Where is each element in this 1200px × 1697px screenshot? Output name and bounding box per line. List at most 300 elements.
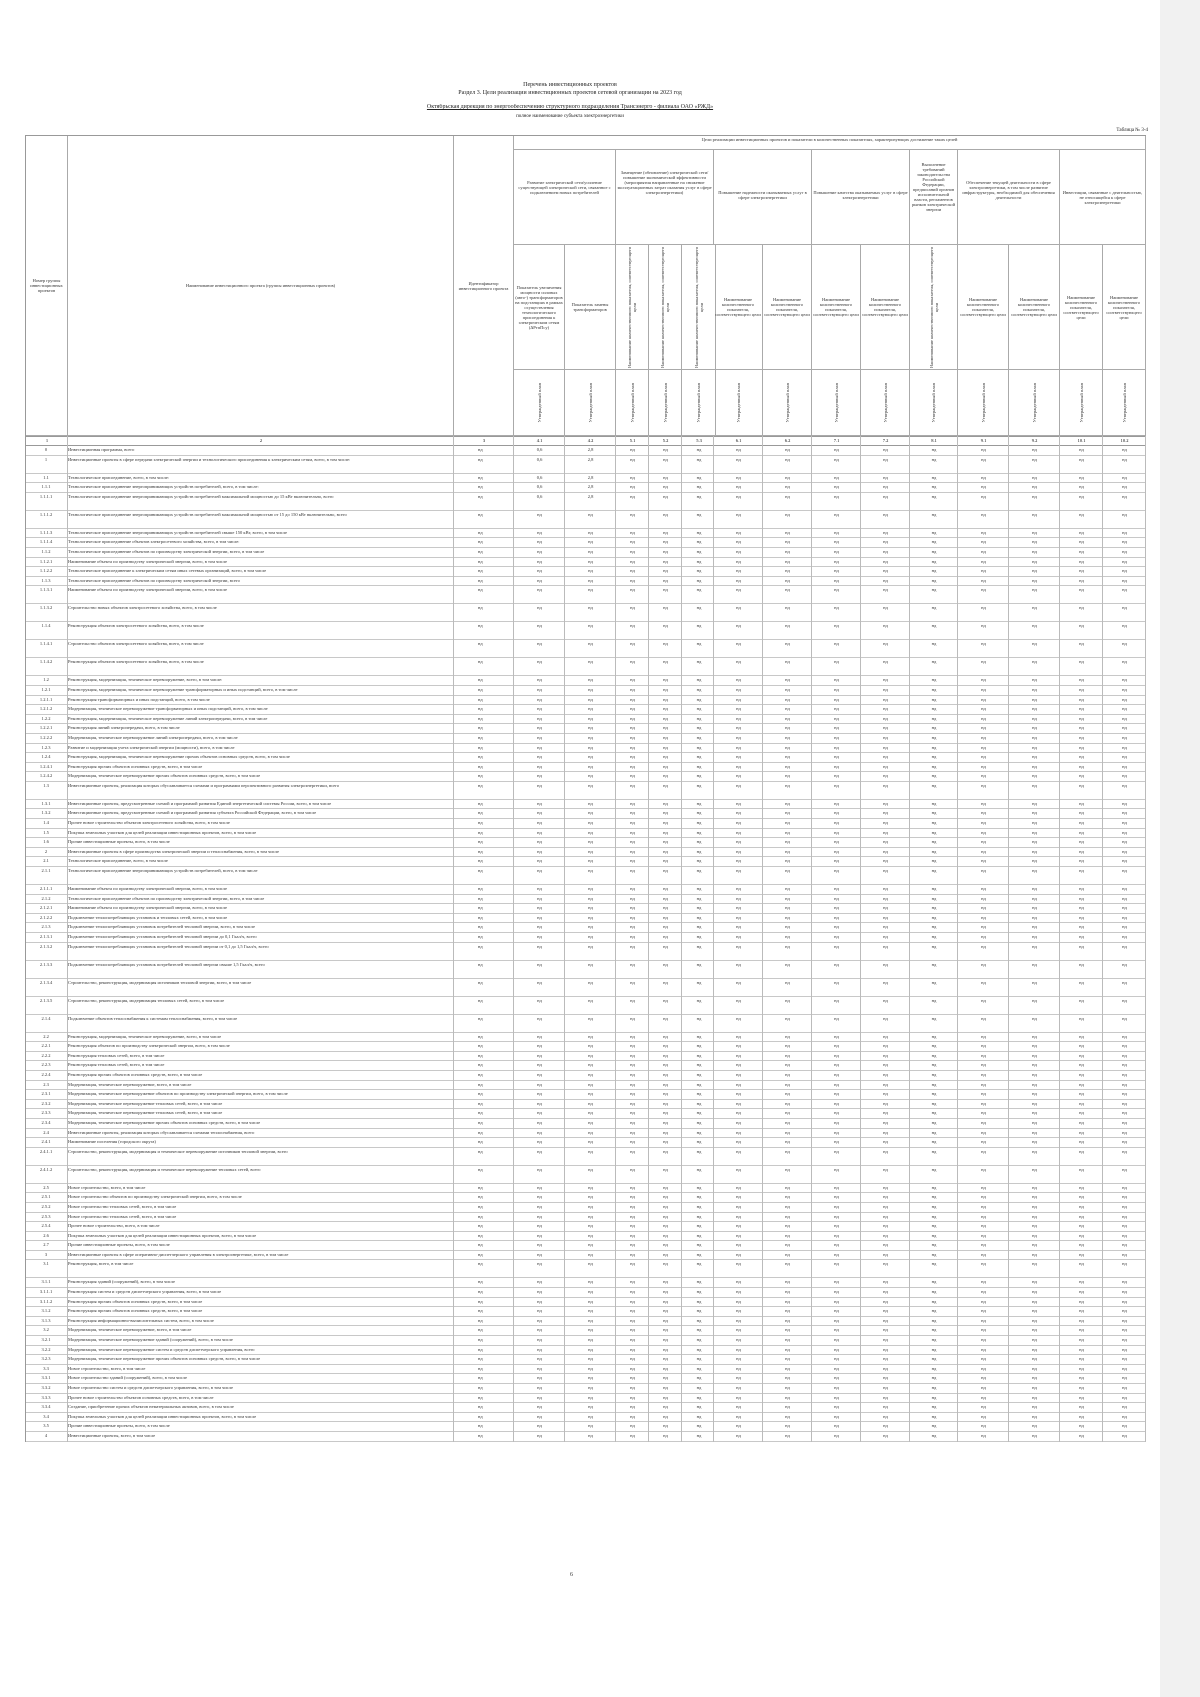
unit-header-5: Утвержденный план	[714, 370, 763, 436]
grid-line	[453, 436, 454, 1442]
row-number: 1.3	[43, 782, 49, 788]
cell-value: нд	[883, 558, 888, 564]
cell-value: нд	[883, 686, 888, 692]
cell-value: нд	[883, 1043, 888, 1049]
row-id: нд	[478, 1232, 483, 1238]
header-group-no: Номер группы инвестиционных проектов	[26, 136, 68, 436]
cell-value: нд	[1122, 605, 1127, 611]
cell-value: нд	[630, 1346, 635, 1352]
cell-value: нд	[1079, 924, 1084, 930]
cell-value: нд	[736, 1317, 741, 1323]
cell-value: нд	[981, 1337, 986, 1343]
cell-value: нд	[696, 943, 702, 949]
row-number: 2.5.2	[41, 1203, 51, 1209]
cell-value: нд	[1122, 456, 1127, 462]
cell-value: нд	[588, 1203, 593, 1209]
cell-value: нд	[785, 1119, 790, 1125]
table-row	[26, 1278, 1146, 1288]
cell-value: нд	[834, 1327, 839, 1333]
cell-value: нд	[785, 763, 790, 769]
cell-value: нд	[588, 1194, 593, 1200]
cell-value: нд	[736, 979, 741, 985]
cell-value: нд	[537, 1385, 542, 1390]
subheader-9: Наименование количественного показателя, соответствующего цели	[910, 245, 958, 370]
cell-value: нд	[834, 782, 839, 788]
cell-value: нд	[1032, 1242, 1037, 1248]
row-id: нд	[478, 568, 483, 574]
cell-value: нд	[630, 914, 635, 920]
cell-value: нд	[588, 1317, 593, 1323]
cell-value: нд	[785, 1289, 790, 1295]
cell-value: нд	[630, 1071, 635, 1077]
cell-value: нд	[630, 605, 635, 611]
cell-value: нд	[537, 1432, 542, 1438]
cell-value: нд	[834, 1203, 839, 1209]
cell-value: нд	[931, 1052, 937, 1058]
cell-value: нд	[1122, 1289, 1127, 1295]
cell-value: нд	[883, 1119, 888, 1125]
cell-value: нд	[1032, 1166, 1037, 1172]
row-name: Технологическое присоединение энергопринимающих устройств потребителей свыше 150 кВт, всего, в том числе	[68, 529, 288, 535]
cell-value: нд	[588, 782, 593, 788]
cell-value: нд	[663, 577, 668, 583]
cell-value: нд	[588, 641, 593, 647]
row-id: нд	[478, 1091, 483, 1097]
row-name: Технологическое присоединение, всего, в том числе:	[68, 474, 170, 480]
row-number: 2.1.1	[41, 868, 51, 874]
cell-value: нд	[981, 696, 986, 702]
cell-value: нд	[981, 744, 986, 750]
cell-value: нд	[663, 484, 668, 490]
cell-value: нд	[981, 587, 986, 593]
cell-value: нд	[931, 474, 937, 480]
row-number: 1.2.1	[41, 686, 51, 692]
cell-value: нд	[1079, 474, 1084, 480]
row-number: 2.1.3.4	[39, 979, 53, 985]
row-name: Технологическое присоединение энергопринимающих устройств потребителей, всего, в том числе:	[68, 484, 259, 490]
cell-value: нд	[1032, 1337, 1037, 1343]
cell-value: нд	[537, 1052, 542, 1058]
cell-value: нд	[588, 734, 593, 740]
row-name: Реконструкция объектов по производству электрической энергии, всего, в том числе	[68, 1043, 230, 1049]
cell-value: нд	[834, 706, 839, 712]
cell-value: нд	[736, 529, 741, 535]
cell-value: нд	[736, 943, 741, 949]
cell-value: нд	[1079, 484, 1084, 490]
cell-value: нд	[931, 961, 937, 967]
cell-value: нд	[883, 456, 888, 462]
cell-value: нд	[736, 1289, 741, 1295]
cell-value: нд	[883, 1052, 888, 1058]
cell-value: нд	[1032, 905, 1037, 911]
cell-value: нд	[1032, 1261, 1037, 1267]
cell-value: нд	[696, 587, 702, 593]
cell-value: нд	[696, 1317, 702, 1323]
column-number: 7.2	[882, 438, 889, 443]
row-name: Развитие и модернизация учета электрической энергии (мощности), всего, в том числе	[68, 744, 235, 750]
row-number: 2.1.2.2	[39, 914, 53, 920]
cell-value: нд	[1032, 1432, 1037, 1438]
cell-value: нд	[1079, 456, 1084, 462]
row-name: Покупка земельных участков для целей реализации инвестиционных проектов, всего, в том числе	[68, 1413, 257, 1419]
cell-value: нд	[588, 997, 593, 1003]
cell-value: нд	[931, 1261, 937, 1267]
cell-value: нд	[1032, 1110, 1037, 1116]
cell-value: нд	[931, 725, 937, 731]
cell-value: нд	[834, 734, 839, 740]
cell-value: нд	[931, 1308, 937, 1314]
cell-value: нд	[785, 1261, 790, 1267]
cell-value: нд	[931, 577, 937, 583]
row-id: нд	[478, 1289, 483, 1295]
row-number: 1.1.1	[41, 484, 51, 490]
cell-value: нд	[537, 568, 542, 574]
cell-value: нд	[537, 829, 542, 835]
cell-value: нд	[588, 1337, 593, 1343]
cell-value: нд	[931, 1413, 937, 1419]
cell-value: нд	[785, 558, 790, 564]
cell-value: нд	[736, 1232, 741, 1238]
row-id: нд	[478, 934, 483, 939]
row-name: Технологическое присоединение, всего, в том числе	[68, 858, 168, 864]
cell-value: нд	[785, 839, 790, 845]
row-number: 1.2.1.1	[39, 696, 53, 702]
row-id: нд	[478, 725, 483, 731]
cell-value: нд	[588, 905, 593, 911]
row-id: нд	[478, 1394, 483, 1400]
table-row	[26, 1317, 1146, 1327]
cell-value: нд	[931, 1091, 937, 1097]
cell-value: нд	[834, 914, 839, 920]
cell-value: нд	[785, 1139, 790, 1145]
row-id: нд	[478, 905, 483, 911]
cell-value: нд	[663, 1052, 668, 1058]
cell-value: нд	[883, 744, 888, 750]
cell-value: нд	[630, 1062, 635, 1068]
table-row	[26, 586, 1146, 604]
grid-line	[1008, 436, 1009, 1442]
cell-value: нд	[736, 1385, 741, 1390]
cell-value: нд	[736, 1298, 741, 1304]
cell-value: нд	[883, 1081, 888, 1087]
cell-value: нд	[785, 1298, 790, 1304]
cell-value: нд	[630, 715, 635, 721]
table-row	[26, 961, 1146, 979]
cell-value: нд	[663, 1139, 668, 1145]
row-id: нд	[478, 734, 483, 740]
grid-line	[1145, 436, 1146, 1442]
cell-value: нд	[834, 725, 839, 731]
row-number: 3.1.1.1	[39, 1289, 53, 1295]
cell-value: нд	[630, 1129, 635, 1135]
row-number: 2.2	[43, 1033, 49, 1039]
row-number: 3.1.2	[41, 1308, 51, 1314]
cell-value: нд	[1079, 1033, 1084, 1039]
cell-value: нд	[736, 677, 741, 683]
cell-value: нд	[537, 548, 542, 554]
cell-value: нд	[931, 734, 937, 740]
cell-value: нд	[663, 1071, 668, 1077]
cell-value: нд	[736, 1043, 741, 1049]
cell-value: нд	[981, 820, 986, 826]
row-name: Подключение теплопотребляющих установок и тепловых сетей, всего, в том числе	[68, 914, 228, 920]
row-name: Строительство, реконструкция, модернизация и техническое перевооружение источников тепловой энергии, всего	[68, 1148, 288, 1154]
cell-value: нд	[981, 511, 986, 517]
cell-value: нд	[785, 1317, 790, 1323]
cell-value: нд	[537, 1279, 542, 1285]
table-row	[26, 1129, 1146, 1139]
row-name: Реконструкция трансформаторных и иных подстанций, всего, в том числе	[68, 696, 210, 702]
cell-value: нд	[630, 474, 635, 480]
cell-value: нд	[630, 1184, 635, 1190]
cell-value: нд	[785, 810, 790, 816]
table-row	[26, 558, 1146, 568]
cell-value: нд	[736, 1327, 741, 1333]
cell-value: нд	[981, 529, 986, 535]
cell-value: нд	[1122, 1404, 1127, 1410]
table-row	[26, 474, 1146, 484]
cell-value: нд	[931, 1223, 937, 1229]
cell-value: нд	[588, 1091, 593, 1097]
cell-value: нд	[1079, 763, 1084, 769]
cell-value: нд	[1032, 1385, 1037, 1390]
cell-value: нд	[1032, 548, 1037, 554]
cell-value: нд	[696, 868, 702, 874]
grid-line	[909, 436, 910, 1442]
cell-value: нд	[663, 1385, 668, 1390]
cell-value: нд	[1079, 529, 1084, 535]
cell-value: нд	[1079, 1166, 1084, 1172]
cell-value: нд	[981, 447, 986, 452]
cell-value: нд	[663, 810, 668, 816]
cell-value: нд	[696, 1251, 702, 1257]
cell-value: нд	[696, 1242, 702, 1248]
cell-value: нд	[588, 858, 593, 864]
cell-value: нд	[736, 715, 741, 721]
row-name: Покупка земельных участков для целей реализации инвестиционных проектов, всего, в том числе	[68, 829, 257, 835]
cell-value: нд	[663, 1423, 668, 1429]
cell-value: нд	[931, 529, 937, 535]
row-number: 1.1.2.2	[39, 568, 53, 574]
unit-header-8: Утвержденный план	[861, 370, 910, 436]
cell-value: нд	[1122, 1385, 1127, 1390]
cell-value: нд	[785, 641, 790, 647]
cell-value: нд	[1122, 558, 1127, 564]
row-number: 2.6	[43, 1232, 49, 1238]
row-number: 1.1.4.1	[39, 641, 53, 647]
cell-value: нд	[736, 1052, 741, 1058]
table-row	[26, 753, 1146, 763]
cell-value: нд	[663, 447, 668, 452]
cell-value: нд	[1079, 1223, 1084, 1229]
cell-value: нд	[663, 1223, 668, 1229]
cell-value: нд	[931, 1139, 937, 1145]
cell-value: нд	[883, 1365, 888, 1371]
cell-value: нд	[1122, 1148, 1127, 1154]
cell-value: нд	[1032, 623, 1037, 629]
row-id: нд	[478, 829, 483, 835]
cell-value: нд	[981, 1015, 986, 1021]
cell-value: нд	[588, 943, 593, 949]
cell-value: нд	[537, 1298, 542, 1304]
cell-value: нд	[663, 1337, 668, 1343]
cell-value: нд	[663, 1375, 668, 1381]
row-name: Реконструкция прочих объектов основных средств, всего, в том числе	[68, 1071, 203, 1077]
cell-value: нд	[981, 715, 986, 721]
table-row	[26, 1071, 1146, 1081]
cell-value: нд	[981, 623, 986, 629]
cell-value: нд	[834, 1404, 839, 1410]
cell-value: нд	[785, 1194, 790, 1200]
cell-value: нд	[883, 1375, 888, 1381]
table-row	[26, 1355, 1146, 1365]
row-name: Прочее новое строительство объектов электросетевого хозяйства, всего, в том числе	[68, 820, 230, 826]
cell-value: нд	[785, 1081, 790, 1087]
cell-value: нд	[981, 839, 986, 845]
cell-value: нд	[785, 1071, 790, 1077]
row-id: нд	[478, 1119, 483, 1125]
row-id: нд	[478, 1062, 483, 1068]
cell-value: нд	[663, 1327, 668, 1333]
cell-value: нд	[1079, 1203, 1084, 1209]
cell-value: нд	[785, 1213, 790, 1219]
cell-value: нд	[883, 800, 888, 806]
cell-value: нд	[736, 686, 741, 692]
row-name: Модернизация, техническое перевооружение линий электропередачи, всего, в том числе	[68, 734, 238, 740]
cell-value: нд	[537, 1223, 542, 1229]
cell-value: нд	[1122, 1194, 1127, 1200]
cell-value: нд	[883, 868, 888, 874]
cell-value: нд	[931, 447, 937, 452]
cell-value: нд	[785, 587, 790, 593]
cell-value: нд	[785, 456, 790, 462]
cell-value: нд	[588, 934, 593, 939]
cell-value: нд	[696, 1356, 702, 1362]
cell-value: нд	[588, 686, 593, 692]
cell-value: нд	[1122, 1091, 1127, 1097]
cell-value: нд	[1122, 1394, 1127, 1400]
cell-value: нд	[1079, 706, 1084, 712]
cell-value: нд	[588, 1365, 593, 1371]
cell-value: нд	[1032, 1232, 1037, 1238]
cell-value: нд	[981, 1432, 986, 1438]
table-row	[26, 1336, 1146, 1346]
row-number: 2.1.3.1	[39, 934, 53, 939]
cell-value: нд	[981, 1081, 986, 1087]
row-number: 1.2.3	[41, 744, 51, 750]
cell-value: нд	[785, 1129, 790, 1135]
cell-value: нд	[883, 1385, 888, 1390]
cell-value: нд	[981, 1091, 986, 1097]
cell-value: нд	[834, 829, 839, 835]
cell-value: нд	[537, 1375, 542, 1381]
cell-value: нд	[931, 659, 937, 665]
cell-value: нд	[883, 1356, 888, 1362]
row-number: 1.1	[43, 474, 49, 480]
cell-value: нд	[785, 1279, 790, 1285]
row-id: нд	[478, 587, 483, 593]
cell-value: нд	[1122, 529, 1127, 535]
cell-value: нд	[883, 493, 888, 499]
cell-value: нд	[1079, 1261, 1084, 1267]
cell-value: нд	[981, 858, 986, 864]
cell-value: нд	[630, 1081, 635, 1087]
cell-value: нд	[630, 800, 635, 806]
cell-value: нд	[981, 1062, 986, 1068]
cell-value: нд	[883, 763, 888, 769]
row-number: 2.1.3.2	[39, 943, 53, 949]
row-name: Наименование объекта по производству электрической энергии, всего, в том числе	[68, 558, 227, 564]
cell-value: нд	[588, 924, 593, 930]
row-name: Реконструкция тепловых сетей, всего, в том числе	[68, 1052, 165, 1058]
unit-header-1: Утвержденный план	[565, 370, 616, 436]
cell-value: нд	[1122, 1110, 1127, 1116]
cell-value: нд	[696, 1375, 702, 1381]
cell-value: нд	[696, 725, 702, 731]
cell-value: нд	[696, 1394, 702, 1400]
row-name: Новое строительство объектов по производству электрической энергии, всего, в том числе	[68, 1194, 242, 1200]
cell-value: нд	[663, 511, 668, 517]
cell-value: нд	[931, 810, 937, 816]
cell-value: нд	[736, 1203, 741, 1209]
row-number: 1.2.4.1	[39, 763, 53, 769]
cell-value: нд	[1122, 1242, 1127, 1248]
cell-value: нд	[785, 1346, 790, 1352]
row-id: нд	[478, 1346, 483, 1352]
cell-value: нд	[931, 641, 937, 647]
row-number: 1.2.2.2	[39, 734, 53, 740]
cell-value: нд	[736, 1242, 741, 1248]
cell-value: нд	[834, 961, 839, 967]
cell-value: нд	[883, 924, 888, 930]
row-number: 2.2.3	[41, 1062, 51, 1068]
cell-value: нд	[736, 1184, 741, 1190]
row-name: Новое строительство, всего, в том числе	[68, 1184, 146, 1190]
cell-value: нд	[537, 1242, 542, 1248]
row-id: нд	[478, 744, 483, 750]
cell-value: нд	[1122, 447, 1127, 452]
cell-value: нд	[785, 1242, 790, 1248]
cell-value: нд	[537, 1203, 542, 1209]
cell-value: нд	[883, 1110, 888, 1116]
cell-value: нд	[663, 943, 668, 949]
cell-value: нд	[785, 484, 790, 490]
cell-value: нд	[1079, 820, 1084, 826]
cell-value: нд	[588, 848, 593, 854]
row-id: нд	[478, 456, 483, 462]
unit-header-0: Утвержденный план	[514, 370, 565, 436]
cell-value: нд	[931, 568, 937, 574]
cell-value: нд	[1122, 548, 1127, 554]
cell-value: нд	[1079, 686, 1084, 692]
table-row	[26, 1184, 1146, 1194]
cell-value: нд	[1122, 1308, 1127, 1314]
cell-value: нд	[1122, 782, 1127, 788]
cell-value: нд	[588, 725, 593, 731]
cell-value: нд	[1032, 829, 1037, 835]
cell-value: нд	[931, 1213, 937, 1219]
row-id: нд	[478, 493, 483, 499]
cell-value: нд	[736, 484, 741, 490]
cell-value: нд	[1032, 810, 1037, 816]
cell-value: нд	[696, 1100, 702, 1106]
cell-value: нд	[696, 820, 702, 826]
cell-value: нд	[696, 1413, 702, 1419]
cell-value: нд	[588, 1404, 593, 1410]
cell-value: нд	[663, 763, 668, 769]
row-id: нд	[478, 1184, 483, 1190]
cell-value: нд	[588, 1308, 593, 1314]
